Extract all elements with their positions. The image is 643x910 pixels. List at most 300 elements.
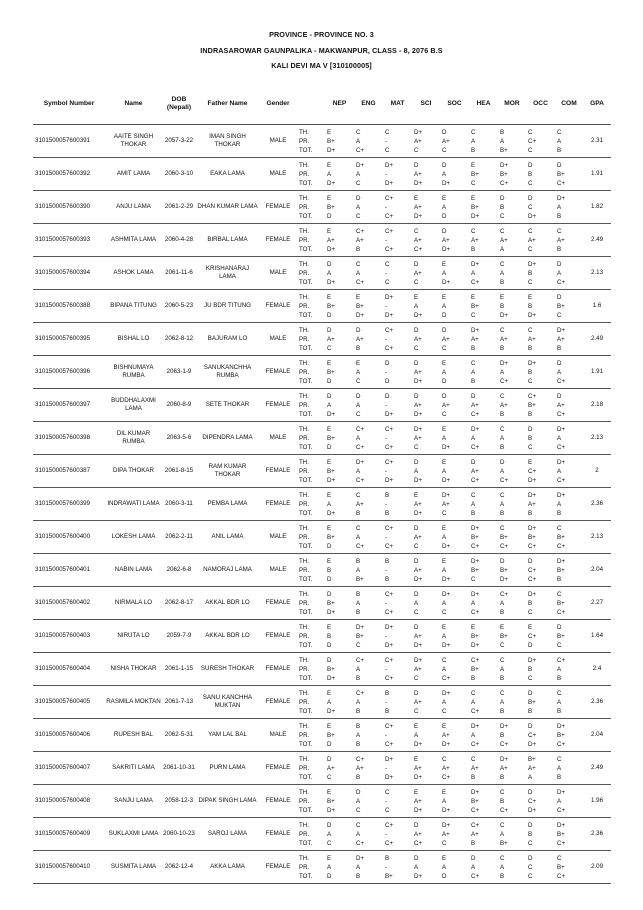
grade-occ — [526, 125, 555, 158]
grade-value: C — [385, 278, 390, 286]
grade-value: B+ — [471, 170, 479, 178]
grade-nep — [325, 818, 354, 851]
grade-value: B — [471, 509, 476, 517]
grade-value: B — [528, 665, 533, 673]
grade-value: D — [471, 458, 476, 466]
grade-value: B — [356, 344, 361, 352]
symbol-number: 3101500057600398 — [33, 422, 105, 455]
gender: MALE — [259, 323, 297, 356]
grade-value: D+ — [327, 707, 336, 715]
grade-value: C — [471, 689, 476, 697]
grade-value: B — [356, 773, 361, 781]
grade-value: D — [356, 194, 361, 202]
grade-nep — [325, 554, 354, 587]
grade-value: D+ — [528, 311, 537, 319]
grade-sci — [412, 818, 440, 851]
grade-value: D+ — [327, 146, 336, 154]
grade-value: D+ — [385, 410, 394, 418]
grade-value: D+ — [528, 740, 537, 748]
grade-value: A+ — [356, 236, 364, 244]
grade-value: B — [500, 797, 505, 805]
grade-value: D — [557, 260, 562, 268]
grade-type-label: TH. — [299, 524, 309, 532]
grade-eng — [354, 587, 383, 620]
grade-value: A — [557, 467, 562, 475]
grade-value: D — [414, 821, 419, 829]
grade-value: B+ — [557, 170, 565, 178]
grade-soc — [440, 719, 469, 752]
grade-value: D — [414, 689, 419, 697]
grade-mat — [383, 686, 412, 719]
grade-mat — [383, 521, 412, 554]
grade-value: B — [528, 830, 533, 838]
grade-value: B — [327, 632, 332, 640]
grade-com — [555, 422, 583, 455]
grade-value: C — [500, 854, 505, 862]
grade-value: C+ — [385, 722, 394, 730]
grade-value: A+ — [414, 401, 422, 409]
grade-value: B — [528, 170, 533, 178]
grade-mor — [498, 686, 526, 719]
grade-occ — [526, 356, 555, 389]
grade-value: E — [442, 260, 447, 268]
grade-value: A — [356, 269, 361, 277]
grade-type-label: TOT. — [299, 806, 313, 814]
grade-value: B — [528, 269, 533, 277]
grade-value: C — [356, 212, 361, 220]
grade-value: C+ — [356, 542, 365, 550]
dob: 2060-8-9 — [162, 389, 196, 422]
student-name: ASHMITA LAMA — [105, 224, 162, 257]
grade-value: E — [327, 161, 332, 169]
grade-value: C+ — [557, 278, 566, 286]
gpa: 2.27 — [583, 587, 611, 620]
grade-mor — [498, 125, 526, 158]
grade-eng — [354, 389, 383, 422]
grade-value: A+ — [414, 797, 422, 805]
grade-type-label: PR. — [299, 533, 310, 541]
grade-value: D — [528, 641, 533, 649]
dob: 2060-5-23 — [162, 290, 196, 323]
grade-value: E — [327, 194, 332, 202]
grade-value: C+ — [500, 590, 509, 598]
grade-value: B — [557, 773, 562, 781]
table-row — [33, 686, 611, 719]
grade-mat — [383, 488, 412, 521]
symbol-number: 3101500057600395 — [33, 323, 105, 356]
grade-com — [555, 158, 583, 191]
grade-value: C — [471, 491, 476, 499]
grade-eng — [354, 356, 383, 389]
grade-value: D — [442, 311, 447, 319]
grade-value: C+ — [557, 377, 566, 385]
gender: MALE — [259, 554, 297, 587]
grade-nep — [325, 620, 354, 653]
father-name: SURESH THOKAR — [196, 653, 259, 686]
grade-value: C — [442, 656, 447, 664]
grade-hea — [469, 686, 498, 719]
student-name: SANJU LAMA — [105, 785, 162, 818]
grade-value: A — [500, 500, 505, 508]
grade-value: E — [471, 623, 476, 631]
grade-type-label: PR. — [299, 434, 310, 442]
grade-value: A — [327, 698, 332, 706]
grade-type-label: PR. — [299, 500, 310, 508]
grade-value: A — [500, 269, 505, 277]
col-sci: SCI — [412, 84, 440, 125]
grade-value: D — [528, 425, 533, 433]
grade-value: C — [557, 755, 562, 763]
grade-value: C+ — [385, 674, 394, 682]
grade-value: C — [356, 179, 361, 187]
gpa: 1.91 — [583, 356, 611, 389]
grade-mat — [383, 422, 412, 455]
father-name: EAKA LAMA — [196, 158, 259, 191]
grade-value: D+ — [414, 575, 423, 583]
grade-value: B+ — [500, 170, 508, 178]
gender: MALE — [259, 158, 297, 191]
symbol-number: 3101500057600391 — [33, 125, 105, 158]
grade-value: D+ — [385, 623, 394, 631]
grade-value: D — [327, 590, 332, 598]
grade-value: C — [528, 227, 533, 235]
grade-value: D+ — [356, 854, 365, 862]
grade-value: A — [442, 698, 447, 706]
col-hea: HEA — [469, 84, 498, 125]
grade-value: B+ — [327, 203, 335, 211]
grade-value: A — [414, 599, 419, 607]
col-gpa: GPA — [583, 84, 611, 125]
grade-value: B — [471, 773, 476, 781]
grade-sci — [412, 653, 440, 686]
gender: FEMALE — [259, 488, 297, 521]
father-name: PEMBA LAMA — [196, 488, 259, 521]
table-row — [33, 488, 611, 521]
grade-value: D — [327, 392, 332, 400]
grade-value: C+ — [385, 425, 394, 433]
grade-value: E — [356, 359, 361, 367]
grade-value: B — [471, 839, 476, 847]
grade-value: A+ — [414, 203, 422, 211]
grade-value: B — [471, 344, 476, 352]
table-row — [33, 257, 611, 290]
grade-sci — [412, 356, 440, 389]
grade-soc — [440, 521, 469, 554]
grade-type-labels — [297, 224, 325, 257]
grade-value: C — [356, 260, 361, 268]
table-row — [33, 422, 611, 455]
grade-value: A+ — [414, 698, 422, 706]
grade-type-label: PR. — [299, 170, 310, 178]
grade-type-labels — [297, 455, 325, 488]
grade-value: C+ — [414, 839, 423, 847]
grade-value: A — [442, 665, 447, 673]
grade-value: B+ — [327, 731, 335, 739]
grade-value: B — [500, 278, 505, 286]
grade-value: B — [385, 689, 390, 697]
grade-mat — [383, 554, 412, 587]
grade-value: A — [442, 599, 447, 607]
grade-value: C — [471, 128, 476, 136]
grade-type-label: TOT. — [299, 377, 313, 385]
grade-occ — [526, 224, 555, 257]
grade-type-label: PR. — [299, 632, 310, 640]
grade-value: A — [442, 203, 447, 211]
grade-value: A — [471, 500, 476, 508]
grade-value: A — [557, 764, 562, 772]
grade-occ — [526, 521, 555, 554]
student-name: SUSMITA LAMA — [105, 851, 162, 884]
grade-com — [555, 785, 583, 818]
dob: 2061-1-15 — [162, 653, 196, 686]
col-com: COM — [555, 84, 583, 125]
grade-value: B — [356, 509, 361, 517]
grade-value: E — [442, 293, 447, 301]
grade-value: A — [356, 599, 361, 607]
grade-soc — [440, 653, 469, 686]
grade-hea — [469, 356, 498, 389]
grade-type-labels — [297, 323, 325, 356]
grade-value: E — [442, 788, 447, 796]
grade-value: - — [385, 236, 388, 244]
table-row — [33, 158, 611, 191]
grade-value: C+ — [500, 377, 509, 385]
grade-value: D+ — [471, 590, 480, 598]
grade-occ — [526, 323, 555, 356]
grade-mor — [498, 389, 526, 422]
dob: 2060-3-11 — [162, 488, 196, 521]
grade-value: D+ — [471, 260, 480, 268]
grade-value: B — [557, 212, 562, 220]
grade-value: D+ — [327, 179, 336, 187]
grade-com — [555, 191, 583, 224]
grade-hea — [469, 224, 498, 257]
grade-value: B — [471, 674, 476, 682]
grade-value: A+ — [442, 764, 450, 772]
grade-value: D+ — [414, 128, 423, 136]
col-dob: DOB (Nepali) — [162, 84, 196, 125]
grade-value: C+ — [385, 227, 394, 235]
grade-hea — [469, 488, 498, 521]
grade-value: A — [356, 665, 361, 673]
grade-value: B — [557, 344, 562, 352]
grade-value: A — [356, 137, 361, 145]
gpa: 2.49 — [583, 323, 611, 356]
grade-value: A — [500, 368, 505, 376]
father-name: AKKAL BDR LO — [196, 620, 259, 653]
grade-hea — [469, 719, 498, 752]
grade-type-label: TOT. — [299, 839, 313, 847]
grade-type-label: TOT. — [299, 344, 313, 352]
grade-value: D+ — [442, 179, 451, 187]
grade-value: C+ — [356, 689, 365, 697]
grade-value: D+ — [528, 260, 537, 268]
grade-value: C — [557, 524, 562, 532]
grade-mat — [383, 125, 412, 158]
grade-type-label: TH. — [299, 128, 309, 136]
grade-value: D+ — [356, 311, 365, 319]
grade-value: - — [385, 764, 388, 772]
table-row — [33, 752, 611, 785]
grade-value: E — [414, 293, 419, 301]
grade-soc — [440, 686, 469, 719]
gender: FEMALE — [259, 752, 297, 785]
grade-value: D+ — [528, 359, 537, 367]
grade-value: D+ — [442, 476, 451, 484]
grade-value: C — [471, 755, 476, 763]
grade-value: A — [471, 137, 476, 145]
province-title: PROVINCE - PROVINCE NO. 3 — [269, 30, 374, 39]
grade-value: E — [442, 524, 447, 532]
grade-value: E — [528, 623, 533, 631]
grade-value: B+ — [327, 434, 335, 442]
grade-nep — [325, 785, 354, 818]
grade-value: C+ — [500, 179, 509, 187]
dob: 2062-8-12 — [162, 323, 196, 356]
grade-nep — [325, 323, 354, 356]
grade-value: C+ — [385, 656, 394, 664]
grade-sci — [412, 488, 440, 521]
grade-value: C — [442, 509, 447, 517]
grade-value: C — [385, 128, 390, 136]
grade-value: E — [327, 227, 332, 235]
grade-value: A+ — [414, 764, 422, 772]
grade-value: A — [442, 632, 447, 640]
grade-value: B+ — [471, 533, 479, 541]
grade-value: A — [557, 368, 562, 376]
grade-eng — [354, 323, 383, 356]
grade-mor — [498, 785, 526, 818]
grade-value: B — [557, 245, 562, 253]
grade-soc — [440, 488, 469, 521]
grade-value: A+ — [528, 764, 536, 772]
grade-value: D+ — [442, 575, 451, 583]
grade-type-label: TOT. — [299, 641, 313, 649]
grade-nep — [325, 752, 354, 785]
gender: FEMALE — [259, 290, 297, 323]
grade-value: A — [327, 863, 332, 871]
grade-value: A — [471, 863, 476, 871]
grade-eng — [354, 488, 383, 521]
table-row — [33, 290, 611, 323]
grade-mor — [498, 455, 526, 488]
grade-occ — [526, 389, 555, 422]
grade-value: C — [500, 641, 505, 649]
grade-type-labels — [297, 785, 325, 818]
grade-value: D+ — [414, 872, 423, 880]
grade-eng — [354, 719, 383, 752]
grade-value: C+ — [385, 524, 394, 532]
grade-value: B+ — [557, 863, 565, 871]
table-row — [33, 653, 611, 686]
gender: FEMALE — [259, 389, 297, 422]
grade-value: B — [356, 872, 361, 880]
grade-occ — [526, 257, 555, 290]
grade-sci — [412, 455, 440, 488]
grade-value: D — [557, 161, 562, 169]
grade-com — [555, 752, 583, 785]
grade-value: E — [327, 623, 332, 631]
symbol-number: 3101500057600397 — [33, 389, 105, 422]
grade-value: B — [500, 443, 505, 451]
grade-value: C — [414, 146, 419, 154]
grade-value: C — [557, 689, 562, 697]
grade-value: B — [471, 146, 476, 154]
grade-value: D+ — [500, 722, 509, 730]
grade-value: D — [385, 377, 390, 385]
grade-value: A — [500, 599, 505, 607]
grade-value: D — [442, 377, 447, 385]
grade-type-label: PR. — [299, 665, 310, 673]
grade-value: - — [385, 302, 388, 310]
grade-type-label: PR. — [299, 137, 310, 145]
grade-mor — [498, 191, 526, 224]
grade-value: E — [500, 293, 505, 301]
grade-nep — [325, 719, 354, 752]
grade-value: - — [385, 500, 388, 508]
grade-value: A+ — [442, 236, 450, 244]
grade-type-label: PR. — [299, 203, 310, 211]
grade-value: E — [327, 128, 332, 136]
gender: FEMALE — [259, 818, 297, 851]
grade-value: A+ — [471, 335, 479, 343]
grade-value: C+ — [471, 608, 480, 616]
col-occ: OCC — [526, 84, 555, 125]
grade-value: C+ — [557, 179, 566, 187]
grade-value: C+ — [528, 731, 537, 739]
grade-value: C+ — [385, 740, 394, 748]
grade-value: D — [385, 359, 390, 367]
grade-value: D+ — [356, 458, 365, 466]
dob: 2062-5-31 — [162, 719, 196, 752]
grade-type-label: TH. — [299, 590, 309, 598]
grade-value: D+ — [500, 311, 509, 319]
grade-value: A — [500, 245, 505, 253]
grade-value: A — [557, 137, 562, 145]
grade-value: B+ — [500, 839, 508, 847]
col-mat: MAT — [383, 84, 412, 125]
symbol-number: 3101500057600405 — [33, 686, 105, 719]
grade-value: B — [500, 608, 505, 616]
grade-value: A — [414, 467, 419, 475]
grade-type-labels — [297, 389, 325, 422]
grade-value: A+ — [414, 434, 422, 442]
grade-occ — [526, 620, 555, 653]
grade-value: A+ — [414, 566, 422, 574]
grade-value: C — [385, 146, 390, 154]
grade-value: A+ — [414, 533, 422, 541]
grade-value: - — [385, 368, 388, 376]
grade-value: D — [327, 575, 332, 583]
grade-value: B+ — [500, 632, 508, 640]
gpa: 1.64 — [583, 620, 611, 653]
grade-value: C+ — [356, 425, 365, 433]
grade-value: B+ — [356, 632, 364, 640]
grade-value: C+ — [528, 392, 537, 400]
grade-occ — [526, 554, 555, 587]
grade-mor — [498, 290, 526, 323]
grade-value: A — [500, 863, 505, 871]
grade-eng — [354, 851, 383, 884]
grade-value: B — [385, 575, 390, 583]
grade-sci — [412, 224, 440, 257]
grade-value: B+ — [327, 302, 335, 310]
grade-value: B — [356, 674, 361, 682]
grade-value: D+ — [500, 755, 509, 763]
grade-type-label: TH. — [299, 260, 309, 268]
grade-value: C — [471, 227, 476, 235]
grade-value: E — [500, 623, 505, 631]
